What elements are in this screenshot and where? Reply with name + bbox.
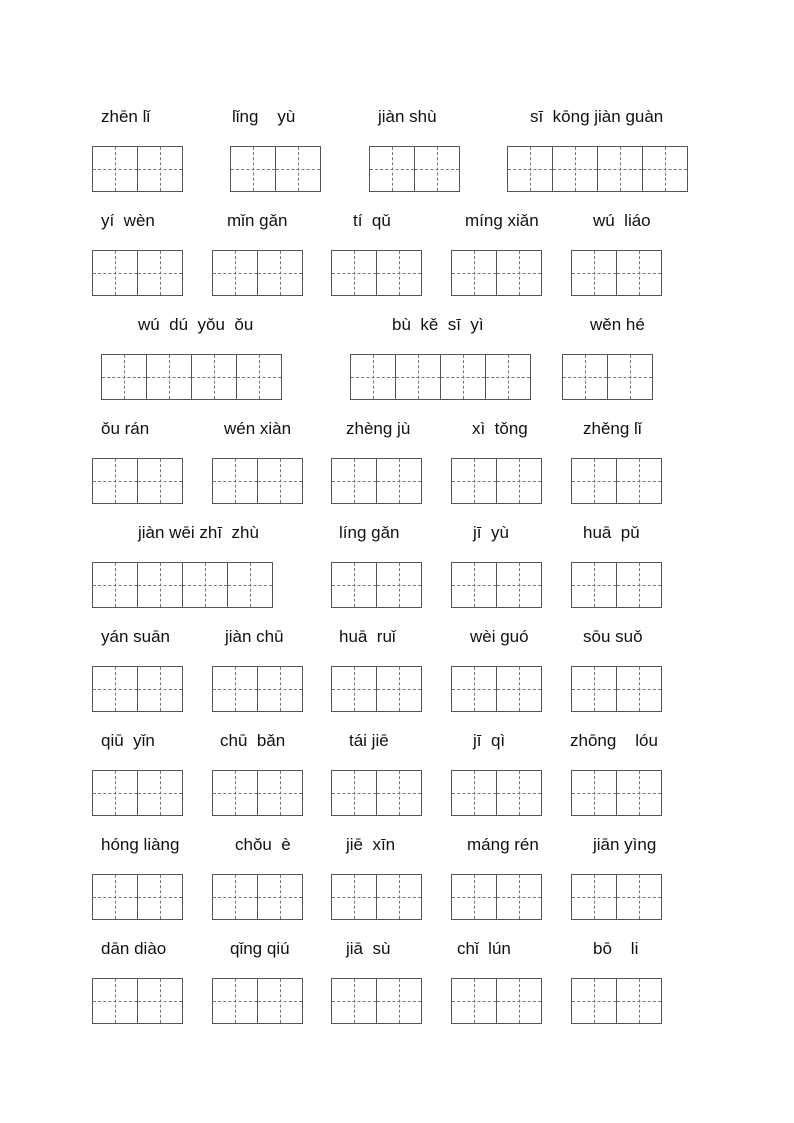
pinyin-label: bō li bbox=[593, 939, 639, 958]
writing-cell[interactable] bbox=[137, 666, 183, 712]
writing-boxes[interactable] bbox=[571, 770, 661, 816]
writing-boxes[interactable] bbox=[212, 458, 302, 504]
writing-cell[interactable] bbox=[616, 562, 662, 608]
writing-boxes[interactable] bbox=[101, 354, 281, 400]
writing-cell[interactable] bbox=[92, 978, 138, 1024]
writing-cell[interactable] bbox=[507, 146, 553, 192]
writing-boxes[interactable] bbox=[331, 250, 421, 296]
writing-cell[interactable] bbox=[496, 770, 542, 816]
writing-cell[interactable] bbox=[257, 666, 303, 712]
writing-cell[interactable] bbox=[496, 250, 542, 296]
pinyin-label: jiān yìng bbox=[593, 835, 657, 854]
writing-cell[interactable] bbox=[331, 874, 377, 920]
writing-cell[interactable] bbox=[212, 250, 258, 296]
writing-cell[interactable] bbox=[552, 146, 598, 192]
writing-cell[interactable] bbox=[376, 666, 422, 712]
writing-boxes[interactable] bbox=[571, 458, 661, 504]
pinyin-label: wú liáo bbox=[593, 211, 651, 230]
pinyin-label: zhèng jù bbox=[346, 419, 411, 438]
pinyin-label: jiàn shù bbox=[378, 107, 437, 126]
pinyin-label: jī qì bbox=[473, 731, 506, 750]
pinyin-label: zhēn lǐ bbox=[101, 107, 151, 126]
pinyin-label: líng gǎn bbox=[339, 523, 400, 542]
writing-boxes[interactable] bbox=[369, 146, 459, 192]
pinyin-label: tái jiē bbox=[349, 731, 389, 750]
pinyin-label: wén xiàn bbox=[224, 419, 292, 438]
writing-cell[interactable] bbox=[451, 562, 497, 608]
writing-cell[interactable] bbox=[331, 458, 377, 504]
pinyin-label: zhōng lóu bbox=[570, 731, 658, 750]
pinyin-label: jiàn chū bbox=[225, 627, 284, 646]
writing-cell[interactable] bbox=[496, 666, 542, 712]
writing-boxes[interactable] bbox=[562, 354, 652, 400]
writing-boxes[interactable] bbox=[212, 666, 302, 712]
writing-cell[interactable] bbox=[257, 978, 303, 1024]
writing-cell[interactable] bbox=[616, 666, 662, 712]
writing-cell[interactable] bbox=[182, 562, 228, 608]
writing-boxes[interactable] bbox=[451, 770, 541, 816]
writing-cell[interactable] bbox=[137, 458, 183, 504]
writing-cell[interactable] bbox=[607, 354, 653, 400]
writing-boxes[interactable] bbox=[451, 874, 541, 920]
pinyin-label: yán suān bbox=[101, 627, 170, 646]
pinyin-label: dān diào bbox=[101, 939, 167, 958]
writing-cell[interactable] bbox=[376, 458, 422, 504]
writing-boxes[interactable] bbox=[92, 770, 182, 816]
writing-cell[interactable] bbox=[212, 770, 258, 816]
writing-cell[interactable] bbox=[571, 978, 617, 1024]
writing-cell[interactable] bbox=[597, 146, 643, 192]
pinyin-label: qǐng qiú bbox=[230, 939, 290, 958]
writing-boxes[interactable] bbox=[92, 978, 182, 1024]
writing-cell[interactable] bbox=[92, 770, 138, 816]
writing-cell[interactable] bbox=[440, 354, 486, 400]
writing-cell[interactable] bbox=[451, 770, 497, 816]
writing-boxes[interactable] bbox=[331, 666, 421, 712]
writing-boxes[interactable] bbox=[92, 458, 182, 504]
pinyin-label: huā ruǐ bbox=[339, 627, 396, 646]
writing-boxes[interactable] bbox=[571, 250, 661, 296]
writing-boxes[interactable] bbox=[230, 146, 320, 192]
writing-cell[interactable] bbox=[642, 146, 688, 192]
pinyin-label: xì tǒng bbox=[472, 419, 528, 438]
writing-cell[interactable] bbox=[571, 874, 617, 920]
writing-cell[interactable] bbox=[331, 250, 377, 296]
writing-cell[interactable] bbox=[92, 562, 138, 608]
writing-cell[interactable] bbox=[275, 146, 321, 192]
writing-boxes[interactable] bbox=[331, 458, 421, 504]
writing-cell[interactable] bbox=[257, 874, 303, 920]
writing-boxes[interactable] bbox=[92, 666, 182, 712]
writing-boxes[interactable] bbox=[212, 874, 302, 920]
writing-cell[interactable] bbox=[496, 874, 542, 920]
writing-boxes[interactable] bbox=[451, 562, 541, 608]
pinyin-label: chǐ lún bbox=[457, 939, 511, 958]
writing-cell[interactable] bbox=[137, 874, 183, 920]
writing-cell[interactable] bbox=[331, 562, 377, 608]
writing-cell[interactable] bbox=[616, 978, 662, 1024]
pinyin-label: jiàn wēi zhī zhù bbox=[138, 523, 259, 542]
writing-cell[interactable] bbox=[137, 146, 183, 192]
writing-boxes[interactable] bbox=[451, 666, 541, 712]
writing-boxes[interactable] bbox=[331, 978, 421, 1024]
writing-cell[interactable] bbox=[331, 978, 377, 1024]
writing-cell[interactable] bbox=[331, 666, 377, 712]
writing-boxes[interactable] bbox=[212, 978, 302, 1024]
writing-cell[interactable] bbox=[451, 874, 497, 920]
writing-cell[interactable] bbox=[92, 458, 138, 504]
writing-boxes[interactable] bbox=[451, 250, 541, 296]
pinyin-label: jī yù bbox=[473, 523, 509, 542]
writing-boxes[interactable] bbox=[571, 666, 661, 712]
writing-cell[interactable] bbox=[369, 146, 415, 192]
writing-cell[interactable] bbox=[414, 146, 460, 192]
writing-boxes[interactable] bbox=[507, 146, 687, 192]
writing-boxes[interactable] bbox=[212, 250, 302, 296]
pinyin-label: sī kōng jiàn guàn bbox=[530, 107, 664, 126]
pinyin-label: wèi guó bbox=[470, 627, 529, 646]
writing-boxes[interactable] bbox=[451, 978, 541, 1024]
writing-cell[interactable] bbox=[137, 770, 183, 816]
pinyin-label: hóng liàng bbox=[101, 835, 180, 854]
writing-boxes[interactable] bbox=[571, 562, 661, 608]
pinyin-label: zhěng lǐ bbox=[583, 419, 642, 438]
writing-cell[interactable] bbox=[350, 354, 396, 400]
pinyin-label: wěn hé bbox=[590, 315, 645, 334]
writing-cell[interactable] bbox=[191, 354, 237, 400]
writing-boxes[interactable] bbox=[92, 562, 272, 608]
writing-cell[interactable] bbox=[616, 250, 662, 296]
writing-cell[interactable] bbox=[212, 458, 258, 504]
writing-boxes[interactable] bbox=[571, 874, 661, 920]
writing-cell[interactable] bbox=[92, 874, 138, 920]
writing-cell[interactable] bbox=[485, 354, 531, 400]
writing-cell[interactable] bbox=[616, 770, 662, 816]
writing-cell[interactable] bbox=[376, 874, 422, 920]
writing-boxes[interactable] bbox=[92, 146, 182, 192]
writing-cell[interactable] bbox=[137, 562, 183, 608]
writing-cell[interactable] bbox=[571, 770, 617, 816]
writing-cell[interactable] bbox=[571, 458, 617, 504]
pinyin-label: jiā sù bbox=[346, 939, 391, 958]
pinyin-label: míng xiǎn bbox=[465, 211, 539, 230]
writing-cell[interactable] bbox=[230, 146, 276, 192]
writing-boxes[interactable] bbox=[92, 250, 182, 296]
writing-cell[interactable] bbox=[496, 458, 542, 504]
writing-cell[interactable] bbox=[496, 978, 542, 1024]
pinyin-label: chǒu è bbox=[235, 835, 291, 854]
writing-boxes[interactable] bbox=[92, 874, 182, 920]
writing-cell[interactable] bbox=[395, 354, 441, 400]
pinyin-label: yí wèn bbox=[101, 211, 155, 230]
writing-boxes[interactable] bbox=[331, 562, 421, 608]
writing-cell[interactable] bbox=[212, 874, 258, 920]
writing-cell[interactable] bbox=[451, 458, 497, 504]
writing-cell[interactable] bbox=[236, 354, 282, 400]
pinyin-label: tí qǔ bbox=[353, 211, 391, 230]
writing-cell[interactable] bbox=[451, 250, 497, 296]
pinyin-label: huā pǔ bbox=[583, 523, 640, 542]
writing-cell[interactable] bbox=[92, 146, 138, 192]
pinyin-label: wú dú yǒu ǒu bbox=[138, 315, 254, 334]
writing-cell[interactable] bbox=[496, 562, 542, 608]
writing-cell[interactable] bbox=[212, 978, 258, 1024]
pinyin-label: ǒu rán bbox=[101, 419, 150, 438]
writing-boxes[interactable] bbox=[212, 770, 302, 816]
writing-cell[interactable] bbox=[451, 978, 497, 1024]
pinyin-label: qiū yǐn bbox=[101, 731, 155, 750]
pinyin-label: jiē xīn bbox=[346, 835, 396, 854]
pinyin-label: lǐng yù bbox=[232, 107, 296, 126]
writing-boxes[interactable] bbox=[331, 770, 421, 816]
writing-boxes[interactable] bbox=[571, 978, 661, 1024]
writing-cell[interactable] bbox=[257, 770, 303, 816]
writing-cell[interactable] bbox=[376, 770, 422, 816]
writing-cell[interactable] bbox=[571, 562, 617, 608]
writing-cell[interactable] bbox=[376, 978, 422, 1024]
writing-cell[interactable] bbox=[451, 666, 497, 712]
writing-cell[interactable] bbox=[562, 354, 608, 400]
writing-cell[interactable] bbox=[571, 666, 617, 712]
writing-cell[interactable] bbox=[616, 458, 662, 504]
pinyin-label: chū bǎn bbox=[220, 731, 286, 750]
writing-cell[interactable] bbox=[331, 770, 377, 816]
writing-cell[interactable] bbox=[571, 250, 617, 296]
pinyin-label: bù kě sī yì bbox=[392, 315, 484, 334]
writing-boxes[interactable] bbox=[331, 874, 421, 920]
writing-cell[interactable] bbox=[227, 562, 273, 608]
pinyin-label: sōu suǒ bbox=[583, 627, 643, 646]
writing-boxes[interactable] bbox=[350, 354, 530, 400]
writing-cell[interactable] bbox=[257, 458, 303, 504]
writing-cell[interactable] bbox=[101, 354, 147, 400]
writing-cell[interactable] bbox=[92, 666, 138, 712]
writing-cell[interactable] bbox=[616, 874, 662, 920]
writing-cell[interactable] bbox=[137, 978, 183, 1024]
writing-boxes[interactable] bbox=[451, 458, 541, 504]
writing-cell[interactable] bbox=[376, 250, 422, 296]
writing-cell[interactable] bbox=[376, 562, 422, 608]
writing-cell[interactable] bbox=[212, 666, 258, 712]
writing-cell[interactable] bbox=[146, 354, 192, 400]
writing-cell[interactable] bbox=[92, 250, 138, 296]
writing-cell[interactable] bbox=[137, 250, 183, 296]
pinyin-label: máng rén bbox=[467, 835, 539, 854]
writing-cell[interactable] bbox=[257, 250, 303, 296]
pinyin-label: mǐn gǎn bbox=[227, 211, 288, 230]
